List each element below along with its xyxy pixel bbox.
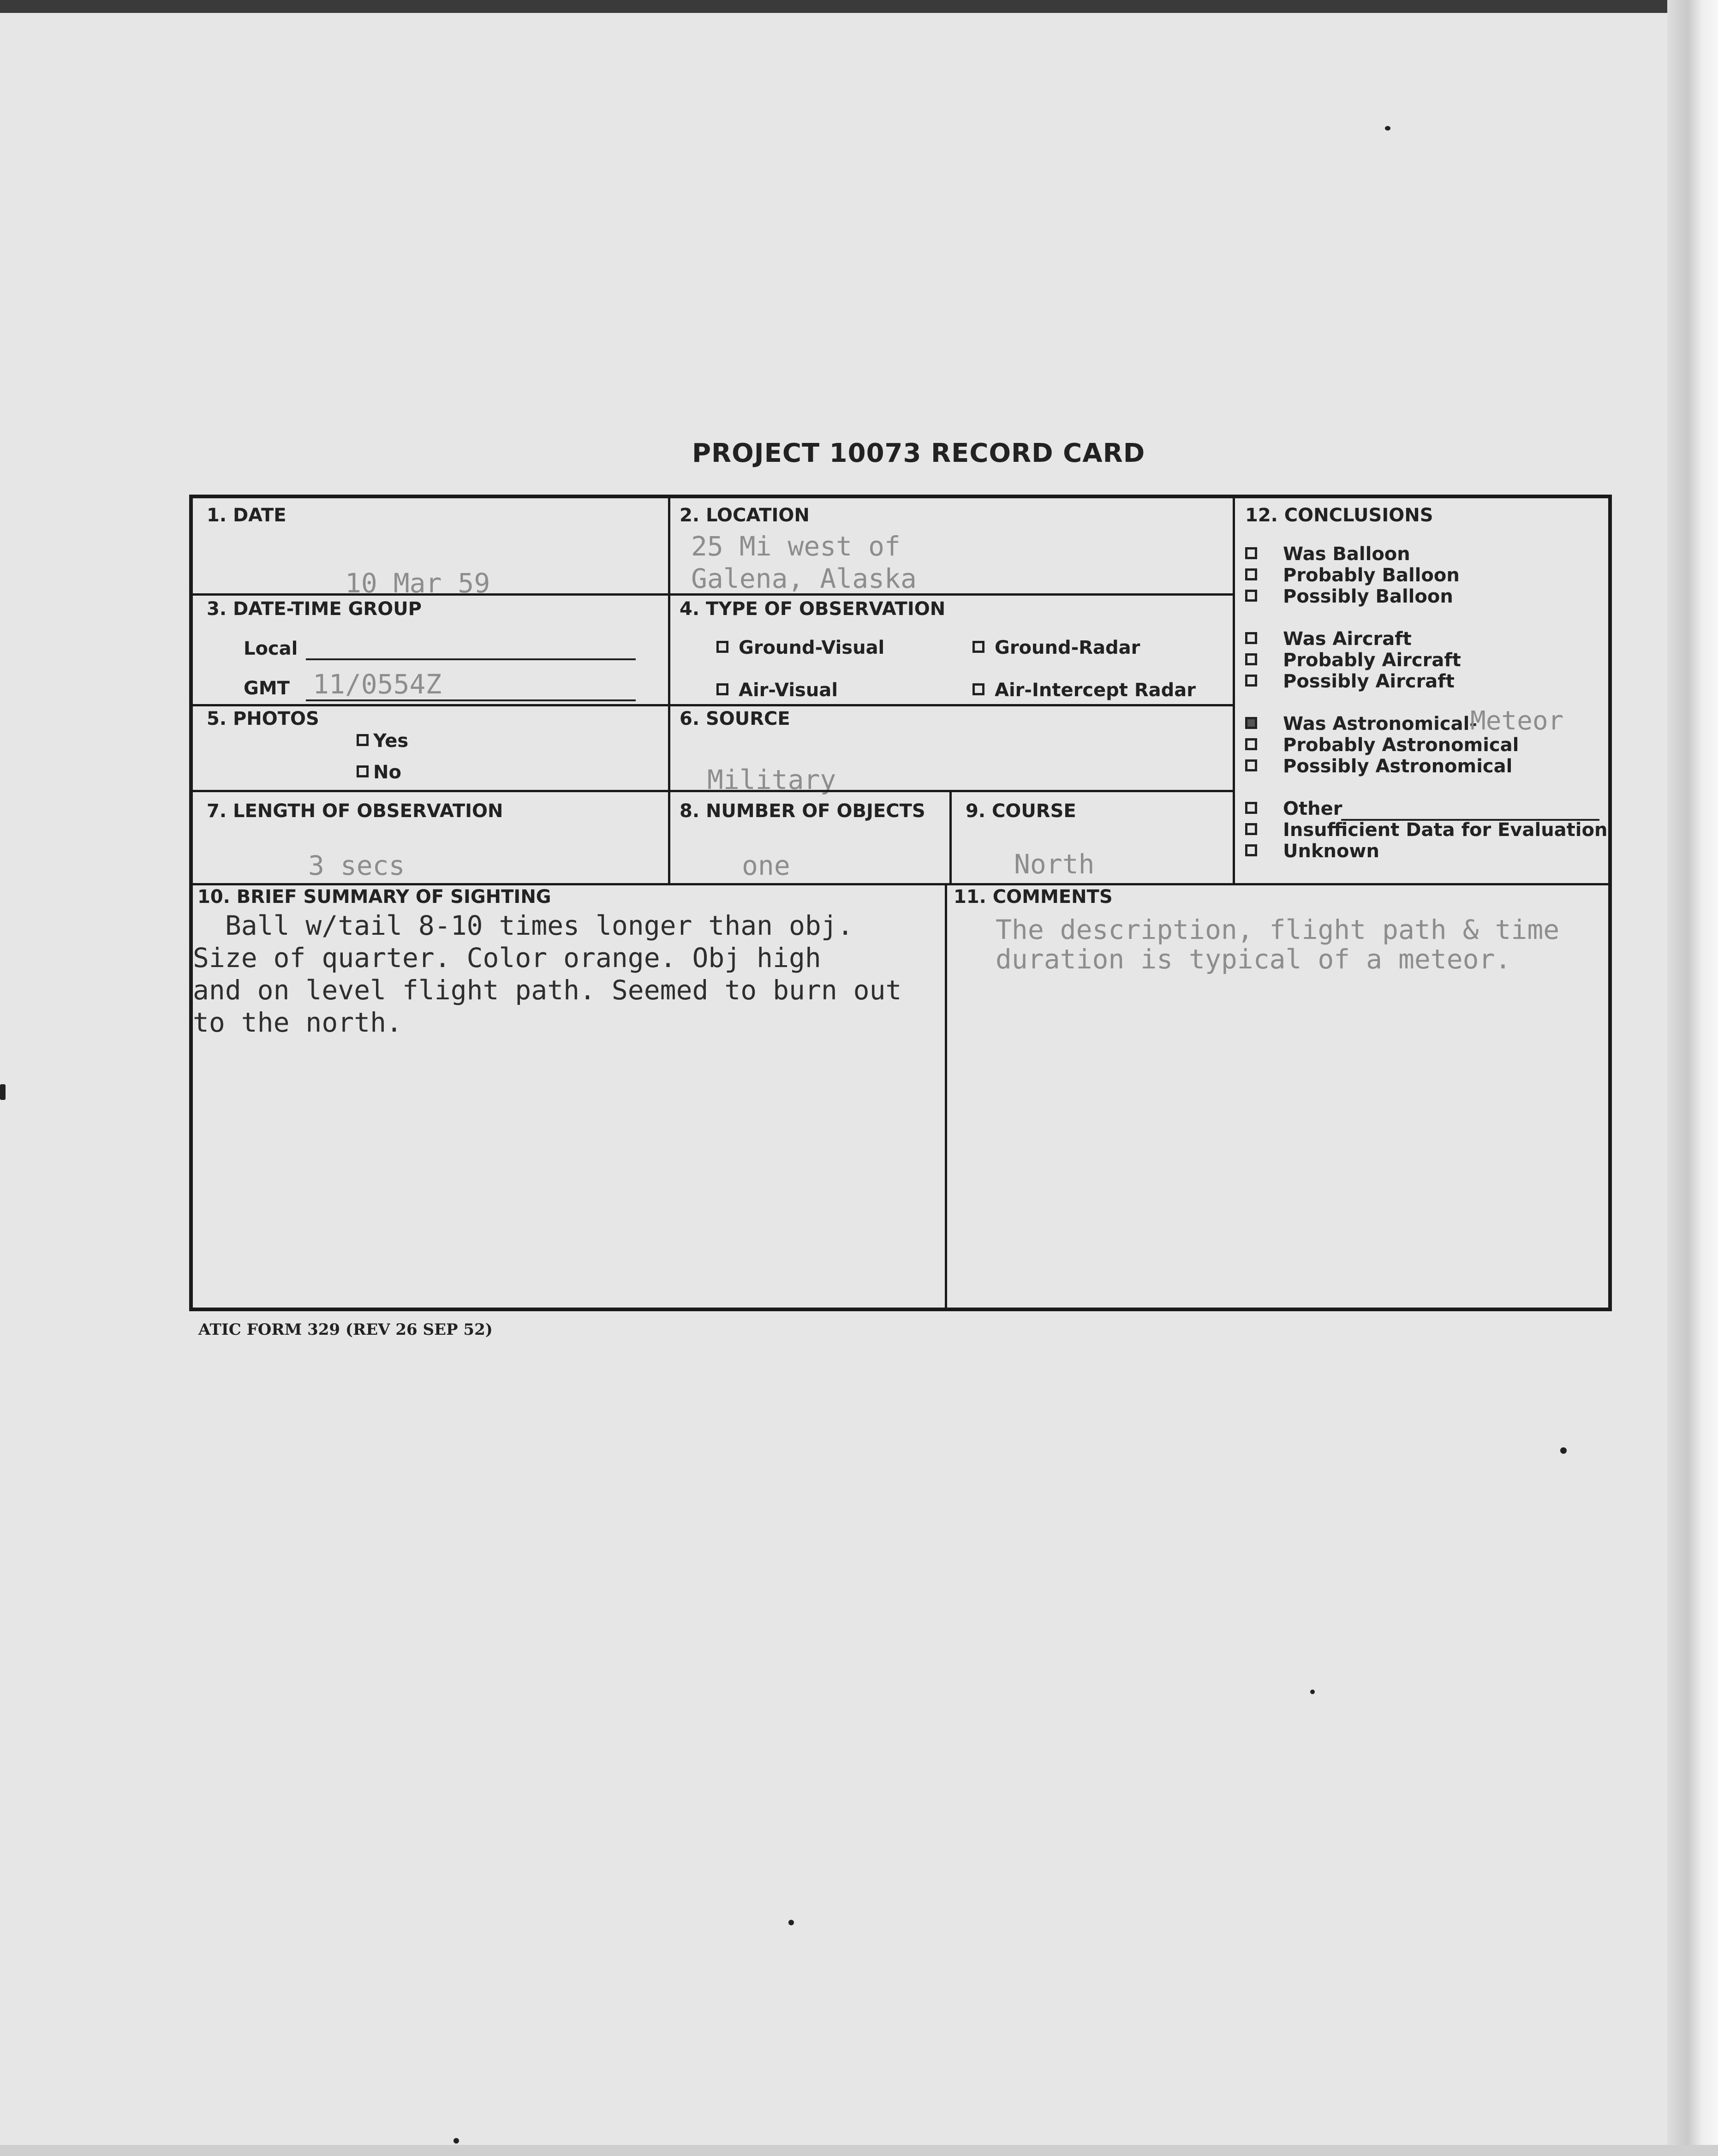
date-value: 10 Mar 59 bbox=[345, 567, 490, 599]
dust-speck bbox=[1560, 1447, 1567, 1454]
air-visual-option[interactable] bbox=[716, 680, 838, 701]
unknown-label: Unknown bbox=[1283, 841, 1379, 862]
summary-label: 10. BRIEF SUMMARY OF SIGHTING bbox=[197, 886, 551, 908]
possibly-balloon-option[interactable] bbox=[1245, 586, 1453, 607]
probably-astronomical-option[interactable] bbox=[1245, 735, 1519, 756]
other-label: Other bbox=[1283, 798, 1342, 819]
scan-border-right bbox=[1667, 0, 1718, 2156]
probably-aircraft-label: Probably Aircraft bbox=[1283, 650, 1461, 671]
photos-cell bbox=[193, 704, 668, 790]
was-balloon-option[interactable] bbox=[1245, 543, 1410, 565]
course-value: North bbox=[1014, 848, 1095, 880]
was-astronomical-option[interactable] bbox=[1245, 713, 1477, 735]
location-line-1: 25 Mi west of bbox=[691, 531, 901, 562]
checkbox-icon bbox=[357, 734, 369, 746]
possibly-astronomical-option[interactable] bbox=[1245, 756, 1512, 777]
summary-cell bbox=[193, 883, 945, 1308]
date-time-group-label: 3. DATE-TIME GROUP bbox=[207, 598, 422, 620]
photos-label: 5. PHOTOS bbox=[207, 708, 319, 729]
checkbox-icon bbox=[357, 765, 369, 777]
length-of-observation-cell bbox=[193, 790, 668, 883]
comments-cell bbox=[945, 883, 1608, 1308]
was-astronomical-note: Meteor bbox=[1470, 706, 1564, 736]
checkbox-icon bbox=[972, 641, 984, 653]
conclusions-label: 12. CONCLUSIONS bbox=[1245, 505, 1433, 526]
air-intercept-radar-label: Air-Intercept Radar bbox=[995, 680, 1196, 701]
dust-speck bbox=[0, 1084, 6, 1100]
location-line-2: Galena, Alaska bbox=[691, 563, 917, 594]
source-cell bbox=[668, 704, 1233, 795]
possibly-balloon-label: Possibly Balloon bbox=[1283, 586, 1453, 607]
number-of-objects-cell bbox=[668, 790, 949, 883]
insufficient-data-option[interactable] bbox=[1245, 819, 1607, 841]
dust-speck bbox=[453, 2138, 459, 2144]
location-label: 2. LOCATION bbox=[680, 505, 810, 526]
checkbox-icon bbox=[1245, 759, 1257, 771]
was-aircraft-option[interactable] bbox=[1245, 628, 1412, 650]
was-balloon-label: Was Balloon bbox=[1283, 543, 1410, 565]
insufficient-data-label: Insufficient Data for Evaluation bbox=[1283, 819, 1608, 841]
photos-no-option[interactable] bbox=[357, 762, 401, 783]
probably-balloon-option[interactable] bbox=[1245, 565, 1460, 586]
ground-radar-option[interactable] bbox=[972, 637, 1140, 658]
possibly-astronomical-label: Possibly Astronomical bbox=[1283, 756, 1513, 777]
type-of-observation-cell bbox=[668, 593, 1233, 704]
length-of-observation-label: 7. LENGTH OF OBSERVATION bbox=[207, 800, 503, 822]
source-value: Military bbox=[707, 764, 836, 795]
probably-astronomical-label: Probably Astronomical bbox=[1283, 735, 1519, 756]
gmt-underline bbox=[306, 699, 636, 701]
comments-text: The description, flight path & time duration is typical of a meteor. bbox=[996, 914, 1560, 975]
local-label: Local bbox=[244, 638, 298, 659]
air-visual-label: Air-Visual bbox=[739, 680, 838, 701]
possibly-aircraft-label: Possibly Aircraft bbox=[1283, 671, 1455, 692]
checkbox-icon bbox=[1245, 675, 1257, 687]
probably-balloon-label: Probably Balloon bbox=[1283, 565, 1460, 586]
comments-label: 11. COMMENTS bbox=[954, 886, 1113, 908]
checkbox-icon bbox=[716, 683, 728, 695]
checkbox-icon bbox=[1245, 590, 1257, 602]
number-of-objects-value: one bbox=[742, 850, 790, 881]
checkbox-icon bbox=[1245, 844, 1257, 856]
location-cell bbox=[668, 498, 1233, 593]
course-label: 9. COURSE bbox=[966, 800, 1076, 822]
scan-border-top bbox=[0, 0, 1718, 13]
was-aircraft-label: Was Aircraft bbox=[1283, 628, 1412, 650]
date-label: 1. DATE bbox=[207, 505, 286, 526]
dust-speck bbox=[788, 1920, 794, 1925]
dust-speck bbox=[1310, 1690, 1315, 1694]
source-label: 6. SOURCE bbox=[680, 708, 790, 729]
checkbox-icon bbox=[1245, 717, 1257, 729]
ground-visual-label: Ground-Visual bbox=[739, 637, 885, 658]
record-card bbox=[189, 495, 1612, 1311]
was-astronomical-label: Was Astronomical- bbox=[1283, 713, 1477, 735]
unknown-option[interactable] bbox=[1245, 841, 1379, 862]
checkbox-icon bbox=[1245, 547, 1257, 559]
checkbox-icon bbox=[716, 641, 728, 653]
photos-yes-label: Yes bbox=[373, 730, 409, 752]
form-number: ATIC FORM 329 (REV 26 SEP 52) bbox=[198, 1320, 493, 1339]
scan-border-bottom bbox=[0, 2145, 1718, 2156]
checkbox-icon bbox=[1245, 653, 1257, 665]
number-of-objects-label: 8. NUMBER OF OBJECTS bbox=[680, 800, 925, 822]
ground-visual-option[interactable] bbox=[716, 637, 884, 658]
length-of-observation-value: 3 secs bbox=[308, 850, 405, 881]
other-option[interactable] bbox=[1245, 798, 1342, 819]
summary-text: Ball w/tail 8-10 times longer than obj. Size of quarter. Color orange. Obj high and on level flight path. Seemed to burn out to the north. bbox=[193, 910, 902, 1038]
checkbox-icon bbox=[1245, 738, 1257, 750]
checkbox-icon bbox=[972, 683, 984, 695]
possibly-aircraft-option[interactable] bbox=[1245, 671, 1455, 692]
date-cell bbox=[193, 498, 668, 599]
ground-radar-label: Ground-Radar bbox=[995, 637, 1140, 658]
date-time-group-cell bbox=[193, 593, 668, 704]
local-underline bbox=[306, 658, 636, 660]
dust-speck bbox=[1385, 126, 1390, 131]
checkbox-icon bbox=[1245, 568, 1257, 580]
course-cell bbox=[949, 790, 1233, 883]
checkbox-icon bbox=[1245, 802, 1257, 814]
type-of-observation-label: 4. TYPE OF OBSERVATION bbox=[680, 598, 946, 620]
checkbox-icon bbox=[1245, 632, 1257, 644]
photos-yes-option[interactable] bbox=[357, 730, 408, 752]
gmt-value: 11/0554Z bbox=[313, 669, 442, 700]
air-intercept-radar-option[interactable] bbox=[972, 680, 1196, 701]
gmt-label: GMT bbox=[244, 678, 290, 699]
probably-aircraft-option[interactable] bbox=[1245, 650, 1461, 671]
card-title: PROJECT 10073 RECORD CARD bbox=[692, 438, 1145, 468]
checkbox-icon bbox=[1245, 823, 1257, 835]
conclusions-cell bbox=[1233, 498, 1608, 883]
photos-no-label: No bbox=[373, 762, 401, 783]
